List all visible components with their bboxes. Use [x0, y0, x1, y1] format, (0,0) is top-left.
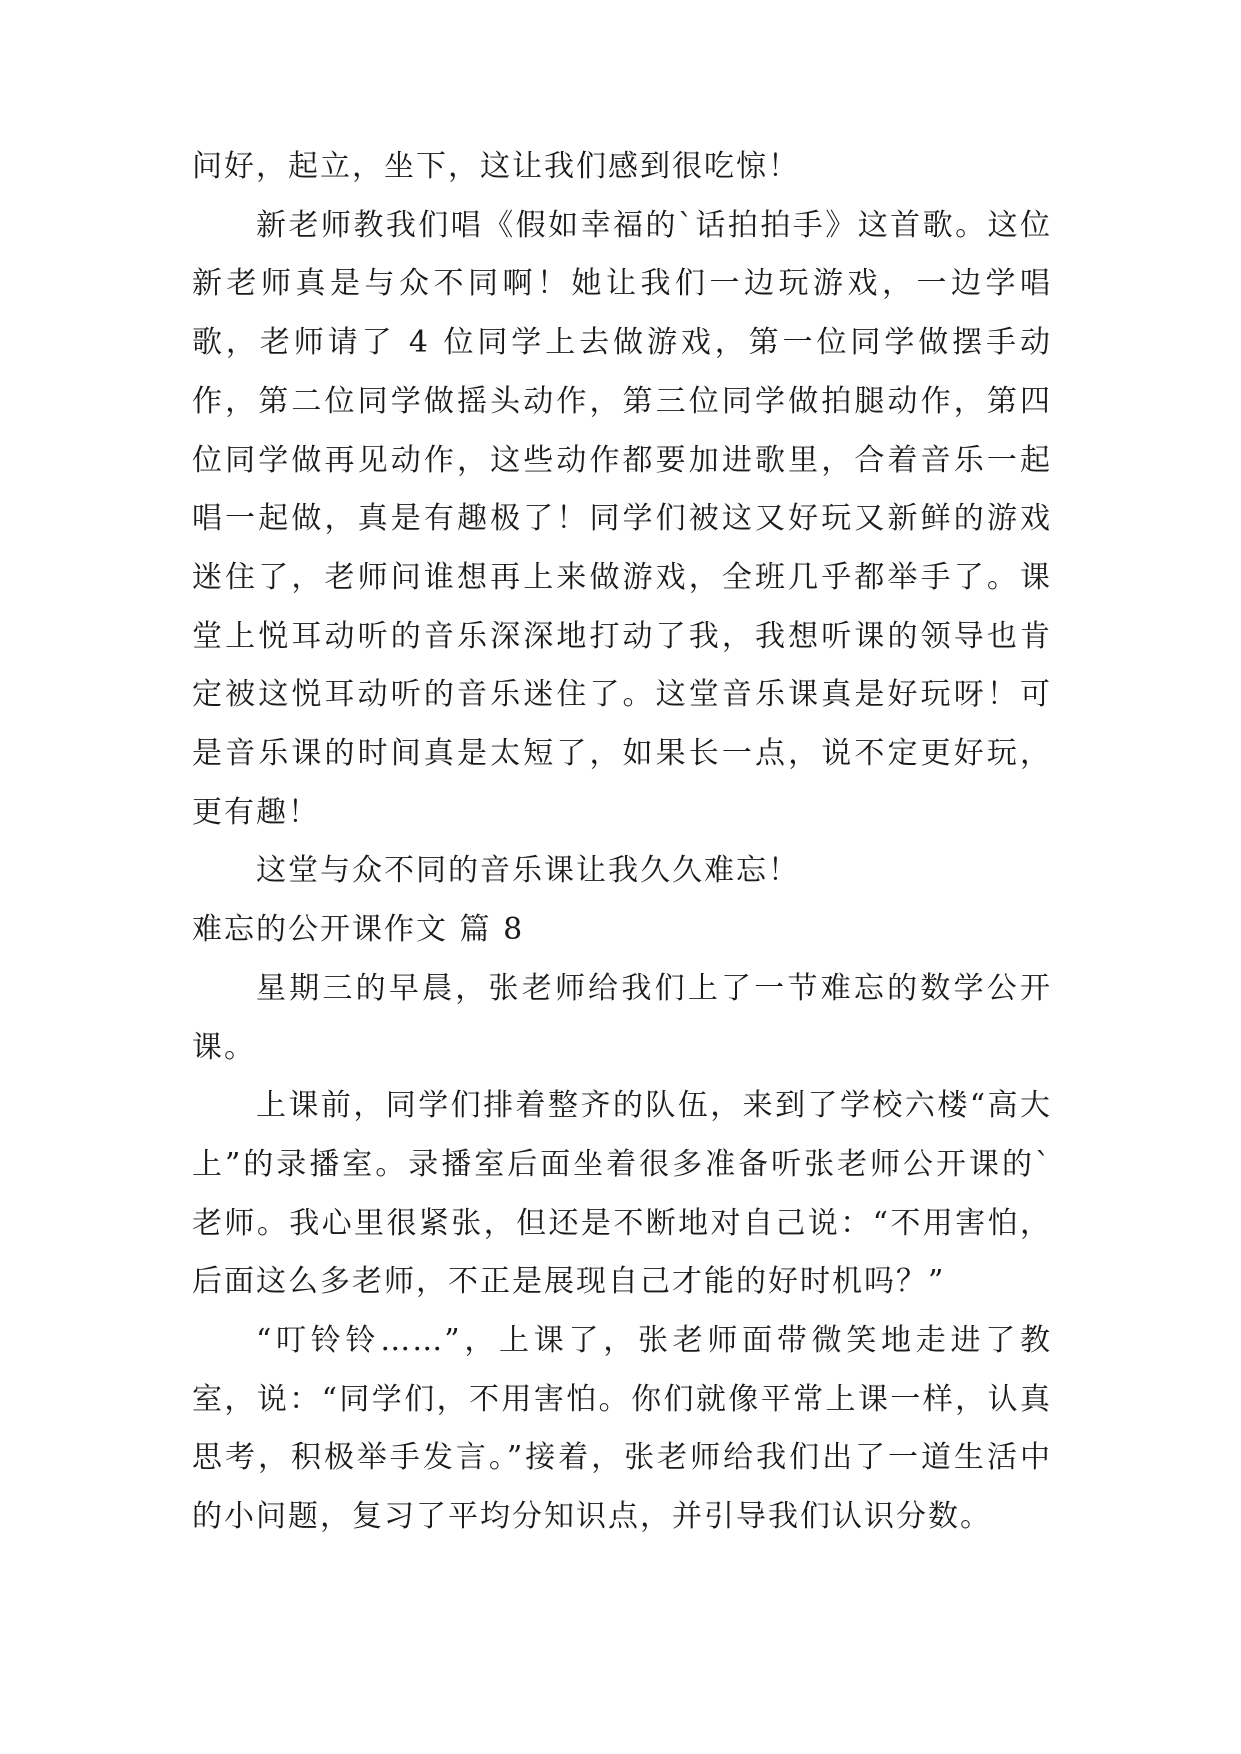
body-text: [192, 138, 1052, 1547]
paragraph-3: 这堂与众不同的音乐课让我久久难忘！: [256, 853, 800, 889]
paragraph-4: 星期三的早晨，张老师给我们上了一节难忘的数学公开课。: [192, 970, 1052, 1065]
paragraph-1: 问好，起立，坐下，这让我们感到很吃惊！: [192, 149, 800, 184]
paragraph-2: 新老师教我们唱《假如幸福的`话拍拍手》这首歌。这位新老师真是与众不同啊！她让我们一边玩游戏，一边学唱歌，老师请了 4 位同学上去做游戏，第一位同学做摆手动作，第二位同学做摇头动作，第三位同学做拍腿动作，第四位同学做再见动作，这些动作都要加进歌里，合着音乐一起唱一起做，真是有趣极了！同学们被这又好玩又新鲜的游戏迷住了，老师问谁想再上来做游戏，全班几乎都举手了。课堂上悦耳动听的音乐深深地打动了我，我想听课的领导也肯定被这悦耳动听的音乐迷住了。这堂音乐课真是好玩呀！可是音乐课的时间真是太短了，如果长一点，说不定更好玩，更有趣！: [192, 207, 1052, 830]
section-heading: 难忘的公开课作文 篇 8: [192, 912, 525, 948]
paragraph-6: “叮铃铃……”，上课了，张老师面带微笑地走进了教室，说：“同学们，不用害怕。你们就像平常上课一样，认真思考，积极举手发言。”接着，张老师给我们出了一道生活中的小问题，复习了平均分知识点，并引导我们认识分数。: [192, 1323, 1052, 1535]
paragraph-5: 上课前，同学们排着整齐的队伍，来到了学校六楼“高大上”的录播室。录播室后面坐着很多准备听张老师公开课的`老师。我心里很紧张，但还是不断地对自己说：“不用害怕，后面这么多老师，不正是展现自己才能的好时机吗？”: [192, 1088, 1052, 1300]
